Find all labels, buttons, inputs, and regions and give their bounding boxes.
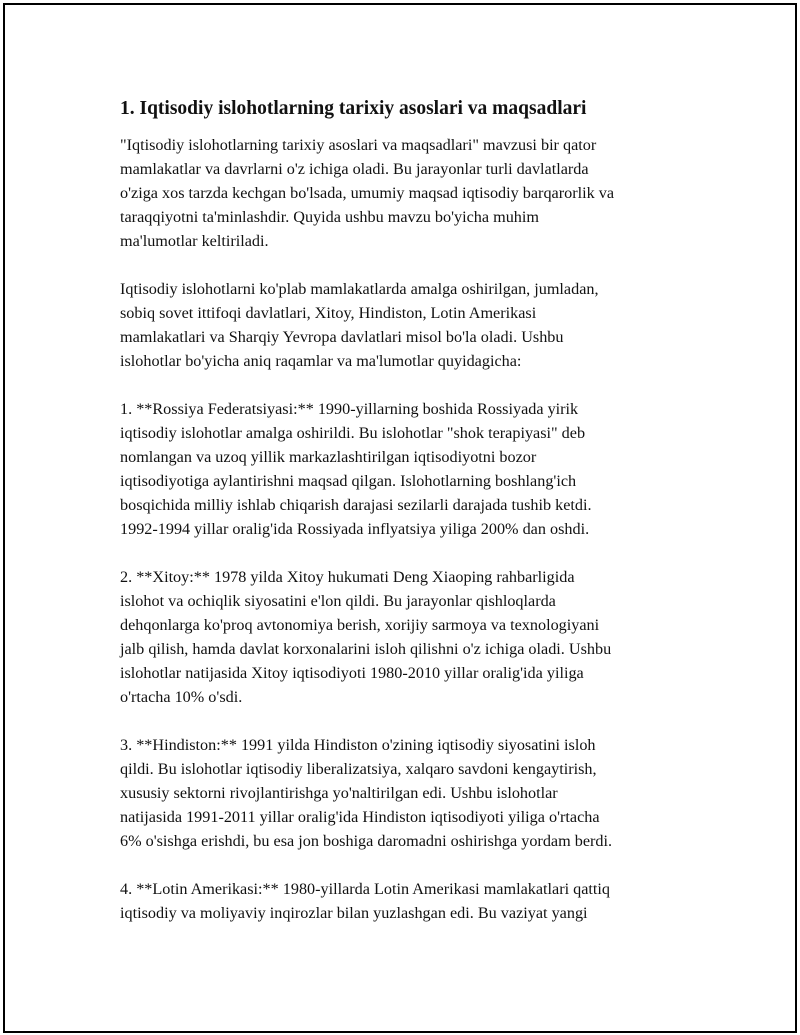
text-line: 1. **Rossiya Federatsiyasi:** 1990-yillarning boshida Rossiyada yirik [120, 400, 579, 418]
text-line: ma'lumotlar keltiriladi. [120, 232, 269, 250]
paragraph-overview [120, 277, 690, 373]
text-line: islohotlar natijasida Xitoy iqtisodiyoti 1980-2010 yillar oralig'ida yiliga [120, 664, 584, 682]
paragraph-intro [120, 133, 690, 253]
text-line: nomlangan va uzoq yillik markazlashtirilgan iqtisodiyotni bozor [120, 448, 537, 466]
paragraph-russia [120, 397, 690, 541]
text-line: 6% o'sishga erishdi, bu esa jon boshiga daromadni oshirishga yordam berdi. [120, 832, 613, 850]
text-line: dehqonlarga ko'proq avtonomiya berish, xorijiy sarmoya va texnologiyani [120, 616, 600, 634]
text-line: iqtisodiyotiga aylantirishni maqsad qilgan. Islohotlarning boshlang'ich [120, 472, 577, 490]
paragraph-china [120, 565, 690, 709]
text-line: qildi. Bu islohotlar iqtisodiy liberalizatsiya, xalqaro savdoni kengaytirish, [120, 760, 597, 778]
text-line: sobiq sovet ittifoqi davlatlari, Xitoy, Hindiston, Lotin Amerikasi [120, 304, 537, 322]
text-line: Iqtisodiy islohotlarni ko'plab mamlakatlarda amalga oshirilgan, jumladan, [120, 280, 599, 298]
paragraph-latin-america [120, 877, 690, 925]
text-line: taraqqiyotni ta'minlashdir. Quyida ushbu mavzu bo'yicha muhim [120, 208, 539, 226]
section-heading: 1. Iqtisodiy islohotlarning tarixiy asoslari va maqsadlari [120, 98, 587, 119]
text-line: o'rtacha 10% o'sdi. [120, 688, 243, 706]
paragraph-india [120, 733, 690, 853]
text-line: bosqichida milliy ishlab chiqarish darajasi sezilarli darajada tushib ketdi. [120, 496, 592, 514]
text-line: mamlakatlari va Sharqiy Yevropa davlatlari misol bo'la oladi. Ushbu [120, 328, 564, 346]
text-line: 4. **Lotin Amerikasi:** 1980-yillarda Lotin Amerikasi mamlakatlari qattiq [120, 880, 611, 898]
text-line: iqtisodiy islohotlar amalga oshirildi. Bu islohotlar "shok terapiyasi" deb [120, 424, 586, 442]
text-line: iqtisodiy va moliyaviy inqirozlar bilan yuzlashgan edi. Bu vaziyat yangi [120, 904, 588, 922]
text-line: jalb qilish, hamda davlat korxonalarini isloh qilishni o'z ichiga oladi. Ushbu [120, 640, 612, 658]
text-line: "Iqtisodiy islohotlarning tarixiy asoslari va maqsadlari" mavzusi bir qator [120, 136, 597, 154]
text-line: islohotlar bo'yicha aniq raqamlar va ma'lumotlar quyidagicha: [120, 352, 522, 370]
text-line: 2. **Xitoy:** 1978 yilda Xitoy hukumati Deng Xiaoping rahbarligida [120, 568, 575, 586]
text-line: mamlakatlar va davrlarni o'z ichiga oladi. Bu jarayonlar turli davlatlarda [120, 160, 589, 178]
text-line: 1992-1994 yillar oralig'ida Rossiyada inflyatsiya yiliga 200% dan oshdi. [120, 520, 590, 538]
text-line: natijasida 1991-2011 yillar oralig'ida Hindiston iqtisodiyoti yiliga o'rtacha [120, 808, 600, 826]
text-line: o'ziga xos tarzda kechgan bo'lsada, umumiy maqsad iqtisodiy barqarorlik va [120, 184, 615, 202]
text-line: 3. **Hindiston:** 1991 yilda Hindiston o'zining iqtisodiy siyosatini isloh [120, 736, 596, 754]
page-frame [3, 3, 797, 1033]
text-line: islohot va ochiqlik siyosatini e'lon qildi. Bu jarayonlar qishloqlarda [120, 592, 556, 610]
document-body [120, 95, 690, 949]
text-line: xususiy sektorni rivojlantirishga yo'naltirilgan edi. Ushbu islohotlar [120, 784, 558, 802]
